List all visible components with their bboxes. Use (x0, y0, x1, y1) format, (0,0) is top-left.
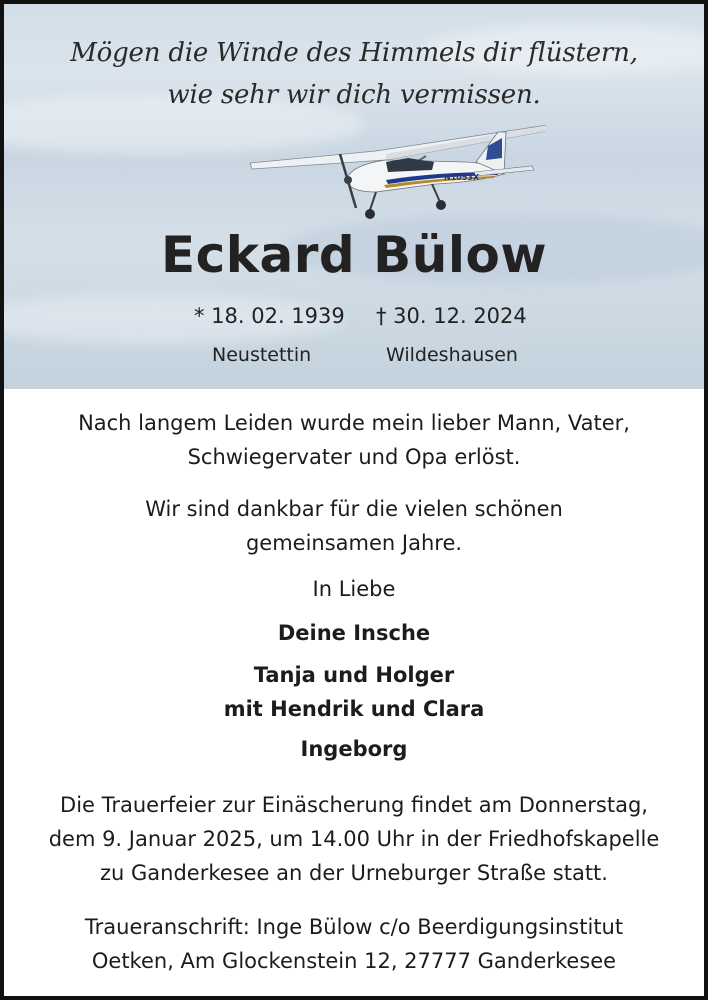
deceased-name: Eckard Bülow (160, 226, 548, 284)
service-line: dem 9. Januar 2025, um 14.00 Uhr in der Friedhofskapelle (48, 827, 660, 851)
life-dates (4, 304, 704, 334)
birth-date: * 18. 02. 1939 (194, 304, 345, 328)
mourner-name: Tanja und Holger (253, 663, 455, 687)
mourning-address (4, 910, 704, 978)
in-love-label: In Liebe (312, 577, 396, 601)
message-line: Schwiegervater und Opa erlöst. (187, 445, 521, 469)
funeral-service-info (4, 788, 704, 890)
sky-header-image (4, 4, 704, 389)
mourner-name: Deine Insche (277, 621, 431, 645)
service-line: Die Trauerfeier zur Einäscherung findet am Donnerstag, (60, 793, 648, 817)
farewell-message (4, 406, 704, 474)
mourner-group (4, 658, 704, 726)
death-date: † 30. 12. 2024 (376, 304, 527, 328)
address-line: Traueranschrift: Inge Bülow c/o Beerdigungsinstitut (84, 915, 624, 939)
quote-line-2: wie sehr wir dich vermissen. (167, 80, 541, 110)
quote-line-1: Mögen die Winde des Himmels dir flüstern, (70, 38, 638, 68)
mourner-name: Ingeborg (300, 737, 408, 761)
gratitude-message (4, 492, 704, 560)
service-line: zu Ganderkesee an der Urneburger Straße statt. (100, 861, 608, 885)
message-line: Nach langem Leiden wurde mein lieber Mann, Vater, (78, 411, 630, 435)
aircraft-registration: N1053X (444, 173, 480, 182)
mourner-name: mit Hendrik und Clara (223, 697, 485, 721)
message-line: Wir sind dankbar für die vielen schönen (145, 497, 563, 521)
death-place: Wildeshausen (386, 344, 518, 366)
address-line: Oetken, Am Glockenstein 12, 27777 Ganderkesee (91, 949, 617, 973)
airplane-illustration (236, 118, 546, 228)
birth-place: Neustettin (212, 344, 312, 366)
message-line: gemeinsamen Jahre. (245, 531, 463, 555)
life-places (4, 344, 704, 374)
